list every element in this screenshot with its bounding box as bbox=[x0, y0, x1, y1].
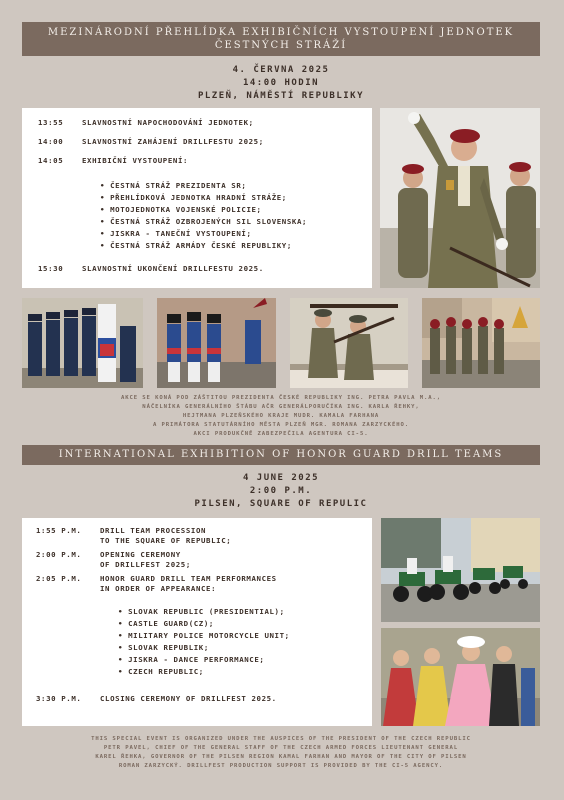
schedule-row bbox=[36, 694, 360, 704]
note-line: AKCI PRODUKČNĚ ZABEZPEČILA AGENTURA CI-5. bbox=[193, 431, 369, 437]
schedule-time: 15:30 bbox=[38, 264, 64, 273]
schedule-desc-line: HONOR GUARD DRILL TEAM PERFORMANCES bbox=[100, 574, 277, 583]
schedule-time: 14:05 bbox=[38, 156, 64, 165]
list-item: • JISKRA - DANCE PERFORMANCE; bbox=[118, 654, 360, 666]
parade-square-photo bbox=[422, 298, 540, 388]
list-item: • PŘEHLÍDKOVÁ JEDNOTKA HRADNÍ STRÁŽE; bbox=[100, 192, 360, 204]
schedule-desc: EXHIBIČNÍ VYSTOUPENÍ: bbox=[82, 156, 189, 165]
note-line: ROMAN ZARZYCKÝ. DRILLFEST PRODUCTION SUPPORT IS PROVIDED BY THE CI-5 AGENCY. bbox=[118, 763, 444, 769]
english-date: 4 JUNE 2025 bbox=[242, 473, 320, 483]
officer-salute-photo bbox=[380, 108, 540, 288]
czech-units-list bbox=[38, 180, 360, 252]
note-line: THIS SPECIAL EVENT IS ORGANIZED UNDER THE AUSPICES OF THE PRESIDENT OF THE CZECH REPUBLIC bbox=[91, 736, 471, 742]
czech-date: 4. ČERVNA 2025 bbox=[232, 65, 330, 75]
rifle-drill-photo bbox=[290, 298, 408, 388]
list-item: • SLOVAK REPUBLIC (PRESIDENTIAL); bbox=[118, 606, 360, 618]
dance-performance-photo bbox=[381, 628, 540, 726]
schedule-row bbox=[38, 264, 360, 274]
schedule-desc: CLOSING CEREMONY OF DRILLFEST 2025. bbox=[100, 694, 277, 703]
list-item: • ČESTNÁ STRÁŽ PREZIDENTA SR; bbox=[100, 180, 360, 192]
schedule-time: 13:55 bbox=[38, 118, 64, 127]
schedule-row bbox=[36, 526, 360, 546]
czech-patronage-note bbox=[22, 394, 540, 439]
schedule-desc-line: OF DRILLFEST 2025; bbox=[100, 560, 191, 569]
schedule-time: 2:00 P.M. bbox=[36, 550, 82, 559]
schedule-desc: SLAVNOSTNÍ UKONČENÍ DRILLFESTU 2025. bbox=[82, 264, 264, 273]
english-schedule-panel bbox=[22, 518, 372, 726]
schedule-desc-line: IN ORDER OF APPEARANCE: bbox=[100, 584, 217, 593]
schedule-desc bbox=[100, 526, 360, 546]
schedule-desc: SLAVNOSTNÍ NAPOCHODOVÁNÍ JEDNOTEK; bbox=[82, 118, 254, 127]
note-line: KAREL ŘEHKA, GOVERNOR OF THE PILSEN REGION KAMAL FARHAN AND MAYOR OF THE CITY OF PILSEN bbox=[95, 754, 467, 760]
schedule-desc-line: DRILL TEAM PROCESSION bbox=[100, 526, 207, 535]
czech-schedule-panel bbox=[22, 108, 372, 288]
czech-title-banner bbox=[22, 22, 540, 56]
list-item: • MOTOJEDNOTKA VOJENSKÉ POLICIE; bbox=[100, 204, 360, 216]
schedule-row bbox=[38, 156, 360, 166]
list-item: • CZECH REPUBLIC; bbox=[118, 666, 360, 678]
note-line: NÁČELNÍKA GENERÁLNÍHO ŠTÁBU AČR GENERÁLPORUČÍKA ING. KARLA ŘEHKY, bbox=[142, 404, 420, 410]
list-item: • SLOVAK REPUBLIK; bbox=[118, 642, 360, 654]
czech-title-line-2: ČESTNÝCH STRÁŽÍ bbox=[214, 40, 348, 51]
schedule-row bbox=[36, 550, 360, 570]
list-item: • ČESTNÁ STRÁŽ OZBROJENÝCH SIL SLOVENSKA; bbox=[100, 216, 360, 228]
note-line: AKCE SE KONÁ POD ZÁŠTITOU PREZIDENTA ČESKÉ REPUBLIKY ING. PETRA PAVLA M.A., bbox=[120, 395, 442, 401]
czech-title-line-1: MEZINÁRODNÍ PŘEHLÍDKA EXHIBIČNÍCH VYSTOUPENÍ JEDNOTEK bbox=[47, 27, 515, 38]
english-units-list bbox=[36, 606, 360, 678]
english-title-banner: INTERNATIONAL EXHIBITION OF HONOR GUARD DRILL TEAMS bbox=[22, 445, 540, 465]
schedule-desc bbox=[100, 574, 360, 594]
schedule-row bbox=[38, 118, 360, 128]
list-item: • CASTLE GUARD(CZ); bbox=[118, 618, 360, 630]
note-line: HEJTMANA PLZEŇSKÉHO KRAJE MUDR. KAMALA FARHANA bbox=[182, 413, 380, 419]
czech-time: 14:00 HODIN bbox=[242, 78, 320, 88]
czech-place: PLZEŇ, NÁMĚSTÍ REPUBLIKY bbox=[197, 91, 365, 101]
czech-event-header bbox=[22, 64, 540, 103]
schedule-time: 14:00 bbox=[38, 137, 64, 146]
english-time: 2:00 P.M. bbox=[249, 486, 313, 496]
schedule-desc-line: TO THE SQUARE OF REPUBLIC; bbox=[100, 536, 232, 545]
english-patronage-note bbox=[22, 735, 540, 771]
guard-line-photo bbox=[22, 298, 143, 388]
list-item: • ČESTNÁ STRÁŽ ARMÁDY ČESKÉ REPUBLIKY; bbox=[100, 240, 360, 252]
schedule-row bbox=[38, 137, 360, 147]
motorcycle-unit-photo bbox=[381, 518, 540, 622]
schedule-row bbox=[36, 574, 360, 594]
schedule-desc: SLAVNOSTNÍ ZAHÁJENÍ DRILLFESTU 2025; bbox=[82, 137, 264, 146]
schedule-time: 2:05 P.M. bbox=[36, 574, 82, 583]
english-place: PILSEN, SQUARE OF REPULIC bbox=[194, 499, 368, 509]
note-line: A PRIMÁTORA STATUTÁRNÍHO MĚSTA PLZEŇ MGR. ROMANA ZARZYCKÉHO. bbox=[152, 422, 410, 428]
castle-guard-photo bbox=[157, 298, 276, 388]
list-item: • JISKRA - TANEČNÍ VYSTOUPENÍ; bbox=[100, 228, 360, 240]
schedule-time: 3:30 P.M. bbox=[36, 694, 82, 703]
schedule-desc-line: OPENING CEREMONY bbox=[100, 550, 181, 559]
note-line: PETR PAVEL, CHIEF OF THE GENERAL STAFF OF THE CZECH ARMED FORCES LIEUTENANT GENERAL bbox=[103, 745, 459, 751]
english-event-header bbox=[22, 472, 540, 511]
schedule-desc bbox=[100, 550, 360, 570]
schedule-time: 1:55 P.M. bbox=[36, 526, 82, 535]
list-item: • MILITARY POLICE MOTORCYCLE UNIT; bbox=[118, 630, 360, 642]
